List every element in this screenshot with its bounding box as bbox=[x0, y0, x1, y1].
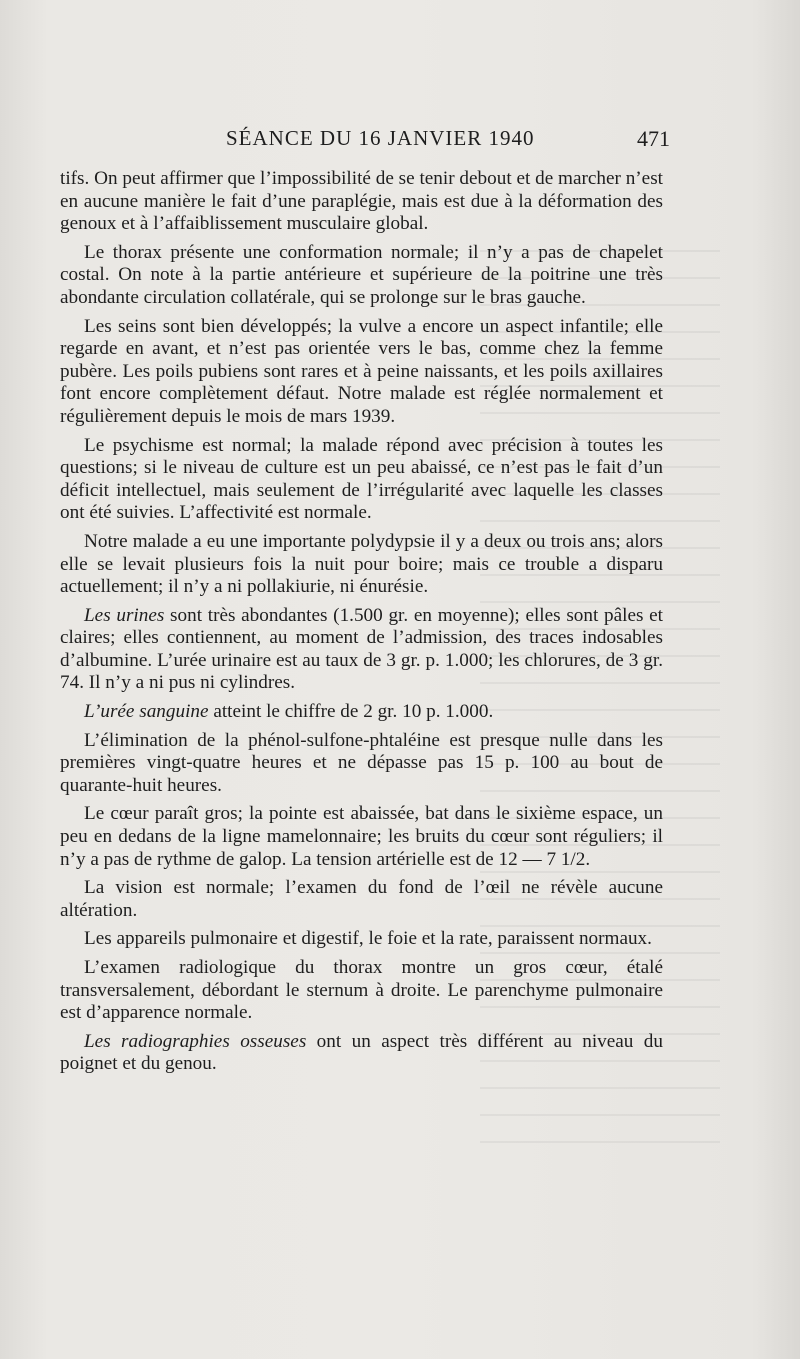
paragraph-text: Les appareils pulmonaire et digestif, le foie et la rate, paraissent normaux. bbox=[84, 928, 652, 950]
paragraph bbox=[60, 803, 663, 871]
paragraph bbox=[60, 242, 663, 310]
paragraph-text: tifs. On peut affirmer que l’impossibilité de se tenir debout et de marcher n’est en aucune manière le fait d’une paraplégie, mais est due à la déformation des genoux et à l’affaiblissement musculaire global. bbox=[60, 168, 663, 235]
paragraph-lead-italic: Les urines bbox=[84, 604, 165, 626]
paragraph-text: L’examen radiologique du thorax montre un gros cœur, étalé transversalement, débordant le sternum à droite. Le parenchyme pulmonaire est d’apparence normale. bbox=[60, 957, 663, 1024]
paragraph-text: Le psychisme est normal; la malade répond avec précision à toutes les questions; si le niveau de culture est un peu abaissé, ce n’est pas le fait d’un déficit intellectuel, mais seulement de l’irrégularité avec laquelle les classes ont été suivies. L’affectivité est normale. bbox=[60, 434, 663, 524]
page-number: 471 bbox=[637, 126, 670, 151]
running-title: SÉANCE DU 16 JANVIER 1940 bbox=[226, 126, 535, 150]
body-text bbox=[60, 168, 663, 1082]
paragraph bbox=[60, 605, 663, 695]
paragraph bbox=[60, 435, 663, 525]
paragraph bbox=[60, 957, 663, 1025]
paragraph bbox=[60, 316, 663, 429]
running-header bbox=[226, 126, 670, 158]
paragraph-text: L’élimination de la phénol-sulfone-phtaléine est presque nulle dans les premières vingt-quatre heures et ne dépasse pas 15 p. 100 au bout de quarante-huit heures. bbox=[60, 729, 663, 796]
paragraph-lead-italic: Les radiographies osseuses bbox=[84, 1030, 307, 1052]
paragraph bbox=[60, 1031, 663, 1076]
paragraph-lead-italic: L’urée sanguine bbox=[84, 701, 209, 723]
paragraph-text: Le thorax présente une conformation normale; il n’y a pas de chapelet costal. On note à la partie antérieure et supérieure de la poitrine une très abondante circulation collatérale, qui se prolonge sur le bras gauche. bbox=[60, 241, 663, 308]
paragraph-text: La vision est normale; l’examen du fond de l’œil ne révèle aucune altération. bbox=[60, 877, 663, 921]
paragraph bbox=[60, 168, 663, 236]
paragraph bbox=[60, 877, 663, 922]
paragraph bbox=[60, 730, 663, 798]
paragraph-text: Le cœur paraît gros; la pointe est abaissée, bat dans le sixième espace, un peu en dedans de la ligne mamelonnaire; les bruits du cœur sont réguliers; il n’y a pas de rythme de galop. La tension artérielle est de 12 — 7 1/2. bbox=[60, 803, 663, 870]
paragraph-text: Les seins sont bien développés; la vulve a encore un aspect infantile; elle regarde en avant, et n’est pas orientée vers le bas, comme chez la femme pubère. Les poils pubiens sont rares et à peine naissants, et les poils axillaires font encore complètement défaut. Notre malade est réglée normalement et régulièrement depuis le mois de mars 1939. bbox=[60, 315, 663, 427]
paragraph-text: atteint le chiffre de 2 gr. 10 p. 1.000. bbox=[208, 701, 494, 723]
paragraph-text: Notre malade a eu une importante polydypsie il y a deux ou trois ans; alors elle se levait plusieurs fois la nuit pour boire; mais ce trouble a disparu actuellement; il n’y a ni pollakiurie, ni énurésie. bbox=[60, 530, 663, 598]
paragraph bbox=[60, 531, 663, 599]
paragraph-text: ont un aspect très différent au niveau du poignet et du genou. bbox=[60, 1030, 663, 1075]
paragraph bbox=[60, 928, 663, 951]
paragraph-text: sont très abondantes (1.500 gr. en moyenne); elles sont pâles et claires; elles contiennent, au moment de l’admission, des traces indosables d’albumine. L’urée urinaire est au taux de 3 gr. p. 1.000; les chlorures, de 3 gr. 74. Il n’y a ni pus ni cylindres. bbox=[60, 604, 664, 694]
paragraph bbox=[60, 701, 663, 724]
